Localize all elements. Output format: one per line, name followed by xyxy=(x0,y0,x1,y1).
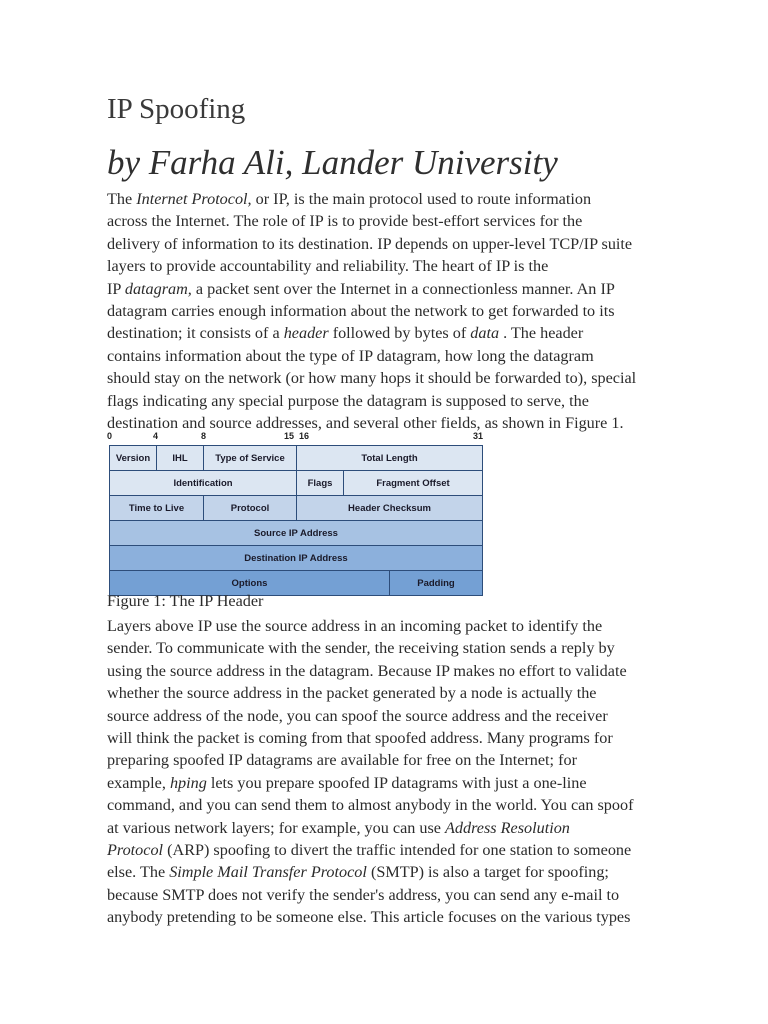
text-line xyxy=(107,300,667,322)
text-run: delivery of information to its destination. IP depends on upper-level TCP/IP suite xyxy=(107,234,633,253)
text-line xyxy=(107,345,667,367)
field-fragment-offset: Fragment Offset xyxy=(343,471,483,495)
text-run: lets you prepare spoofed IP datagrams with just a one-line xyxy=(206,773,587,792)
text-run: anybody pretending to be someone else. This article focuses on the various types xyxy=(107,908,631,927)
figure-caption: Figure 1: The IP Header xyxy=(107,592,264,610)
italic-term: data xyxy=(470,324,500,343)
field-destination-ip: Destination IP Address xyxy=(109,546,483,570)
ip-header-table xyxy=(109,445,483,596)
italic-term: hping xyxy=(169,773,207,792)
text-run: across the Internet. The role of IP is to provide best-effort services for the xyxy=(107,212,583,231)
text-line xyxy=(107,637,667,659)
text-line xyxy=(107,749,667,771)
text-run: Layers above IP use the source address in an incoming packet to identify the xyxy=(107,617,603,635)
text-run: will think the packet is coming from that spoofed address. Many programs for xyxy=(107,728,613,747)
field-flags: Flags xyxy=(296,471,343,495)
bit-label: 8 xyxy=(201,431,207,441)
intro-paragraph xyxy=(107,188,667,434)
text-run: layers to provide accountability and reliability. The heart of IP is the xyxy=(107,257,549,276)
author-byline: by Farha Ali, Lander University xyxy=(107,143,558,182)
text-line xyxy=(107,390,667,412)
text-line xyxy=(107,705,667,727)
bit-label: 31 xyxy=(473,431,484,441)
text-run: else. The xyxy=(107,863,170,882)
text-line xyxy=(107,772,667,794)
field-protocol: Protocol xyxy=(203,496,296,520)
text-run: datagram carries enough information about the network to get forwarded to its xyxy=(107,301,615,320)
text-run: because SMTP does not verify the sender's address, you can send any e-mail to xyxy=(107,885,620,904)
text-run: example, xyxy=(107,773,170,792)
text-line xyxy=(107,817,667,839)
field-options: Options xyxy=(109,571,389,595)
text-line xyxy=(107,233,667,255)
bit-label: 0 xyxy=(107,431,113,441)
bit-label: 16 xyxy=(299,431,310,441)
text-run: sender. To communicate with the sender, the receiving station sends a reply by xyxy=(107,639,615,658)
text-run: using the source address in the datagram. Because IP makes no effort to validate xyxy=(107,661,627,680)
text-line xyxy=(107,884,667,906)
text-line xyxy=(107,839,667,861)
text-run: IP xyxy=(107,279,125,298)
text-run: (ARP) spoofing to divert the traffic intended for one station to someone xyxy=(163,840,632,859)
italic-term: header xyxy=(283,324,329,343)
ip-header-figure xyxy=(107,430,487,592)
text-run: (SMTP) is also a target for spoofing; xyxy=(366,863,609,882)
text-line xyxy=(107,278,667,300)
text-run: followed by bytes of xyxy=(328,324,471,343)
italic-term: Internet Protocol, xyxy=(136,190,252,208)
text-line xyxy=(107,861,667,883)
field-ihl: IHL xyxy=(156,446,203,470)
italic-term: Protocol xyxy=(107,840,164,859)
text-run: at various network layers; for example, you can use xyxy=(107,818,446,837)
field-source-ip: Source IP Address xyxy=(109,521,483,545)
text-run: flags indicating any special purpose the datagram is supposed to serve, the xyxy=(107,391,589,410)
text-run: whether the source address in the packet generated by a node is actually the xyxy=(107,684,597,703)
field-time-to-live: Time to Live xyxy=(109,496,203,520)
text-line xyxy=(107,367,667,389)
italic-term: datagram, xyxy=(124,279,192,298)
text-run: should stay on the network (or how many hops it should be forwarded to), special xyxy=(107,369,637,388)
spoofing-paragraph xyxy=(107,615,667,928)
italic-term: Simple Mail Transfer Protocol xyxy=(169,863,367,882)
text-run: command, and you can send them to almost anybody in the world. You can spoof xyxy=(107,796,634,815)
text-run: destination and source addresses, and several other fields, as shown in Figure 1. xyxy=(107,413,624,432)
text-run: contains information about the type of IP datagram, how long the datagram xyxy=(107,346,594,365)
text-line xyxy=(107,210,667,232)
text-line xyxy=(107,322,667,344)
header-row xyxy=(109,546,483,571)
header-row xyxy=(109,521,483,546)
text-line xyxy=(107,682,667,704)
field-padding: Padding xyxy=(389,571,483,595)
text-run: The xyxy=(107,190,137,208)
text-line xyxy=(107,188,667,210)
text-line xyxy=(107,727,667,749)
header-row xyxy=(109,496,483,521)
text-run: source address of the node, you can spoof the source address and the receiver xyxy=(107,706,608,725)
text-line xyxy=(107,660,667,682)
text-run: destination; it consists of a xyxy=(107,324,284,343)
header-row xyxy=(109,471,483,496)
text-line xyxy=(107,906,667,928)
text-run: or IP, is the main protocol used to route information xyxy=(251,190,592,208)
field-total-length: Total Length xyxy=(296,446,483,470)
document-title: IP Spoofing xyxy=(107,93,246,125)
field-type-of-service: Type of Service xyxy=(203,446,296,470)
bit-label: 15 xyxy=(284,431,295,441)
text-run: . The header xyxy=(499,324,584,343)
text-line xyxy=(107,615,667,637)
text-run: preparing spoofed IP datagrams are available for free on the Internet; for xyxy=(107,751,577,770)
text-line xyxy=(107,794,667,816)
italic-term: Address Resolution xyxy=(445,818,570,837)
field-identification: Identification xyxy=(109,471,296,495)
header-row xyxy=(109,445,483,471)
bit-label: 4 xyxy=(153,431,159,441)
field-version: Version xyxy=(109,446,156,470)
text-line xyxy=(107,255,667,277)
field-header-checksum: Header Checksum xyxy=(296,496,483,520)
text-run: a packet sent over the Internet in a connectionless manner. An IP xyxy=(191,279,615,298)
